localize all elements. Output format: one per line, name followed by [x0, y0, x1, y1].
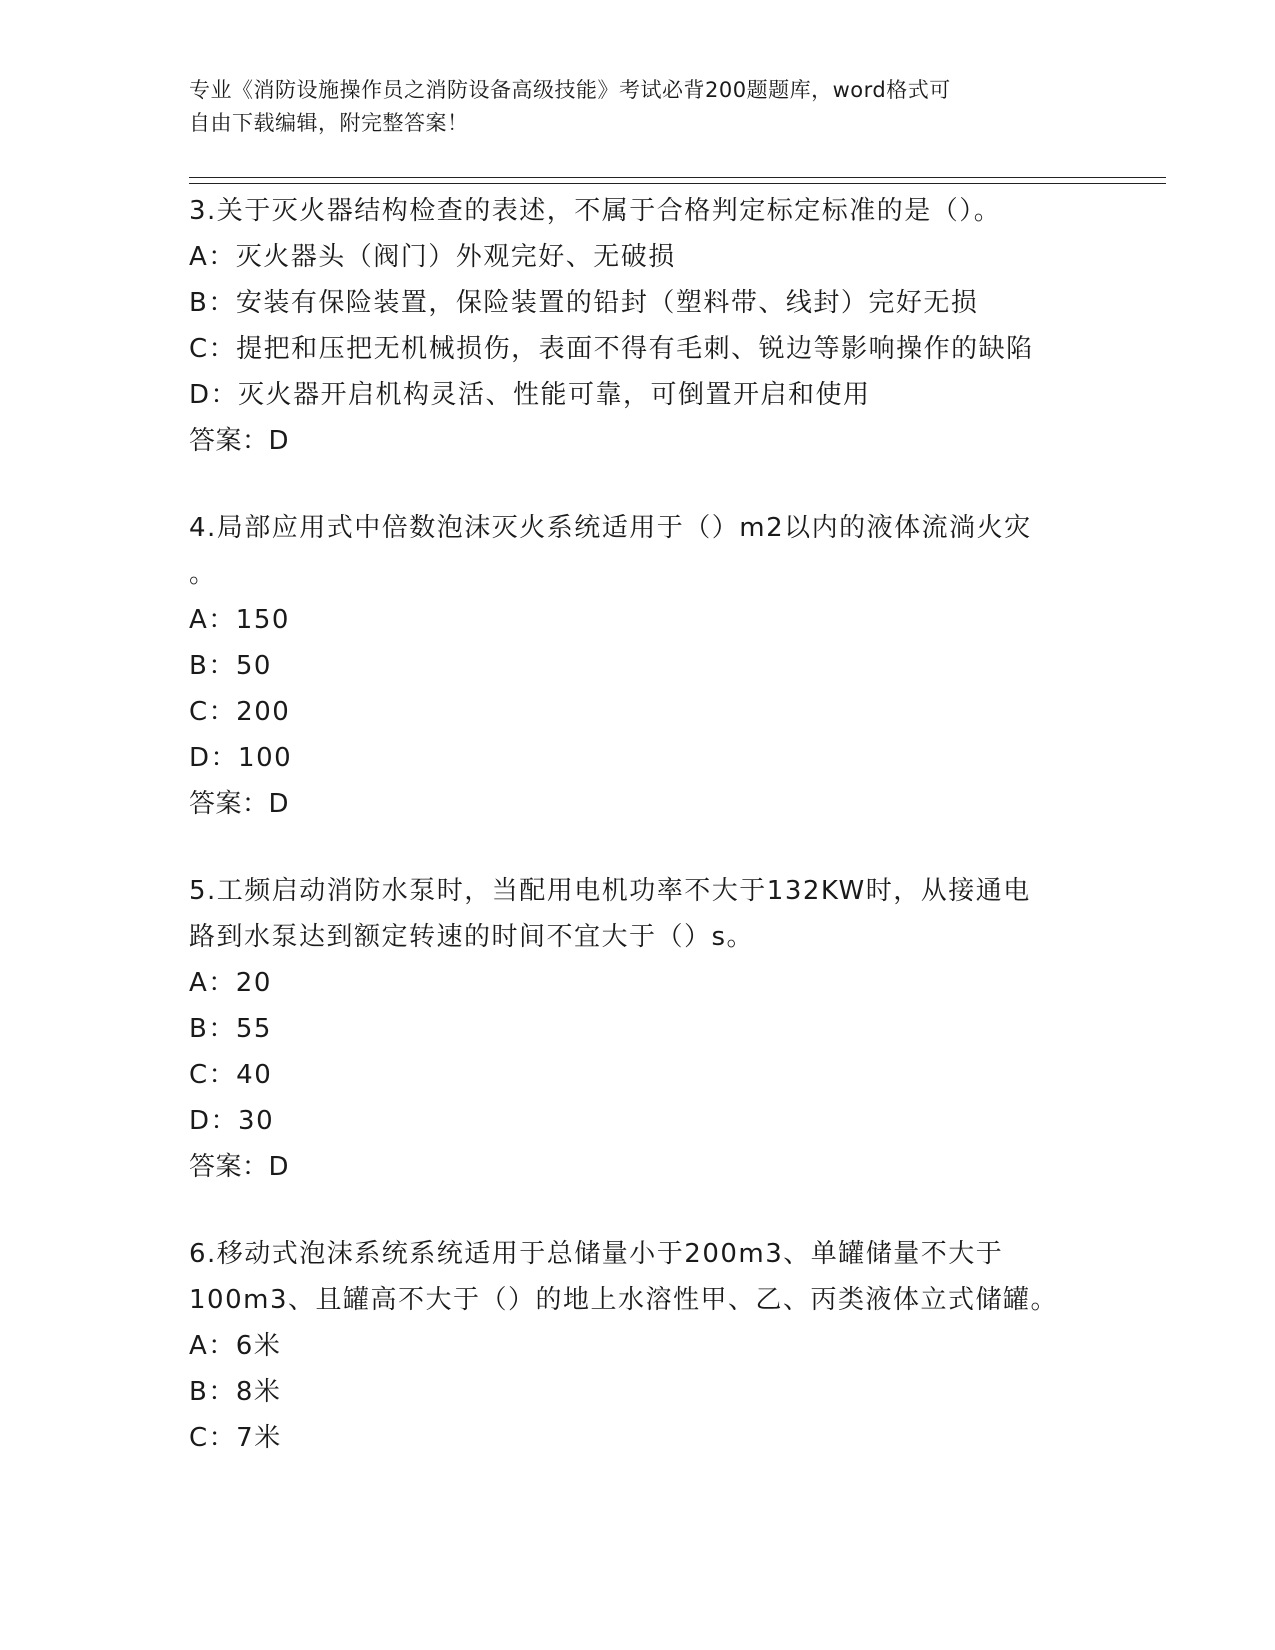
question-6-option-b: [189, 1369, 1089, 1415]
question-3: [189, 188, 1089, 464]
option-text: 20: [235, 968, 272, 998]
option-text: 30: [238, 1106, 275, 1136]
option-label: B：: [189, 288, 236, 318]
option-text: 7米: [236, 1423, 282, 1453]
option-text: 8米: [235, 1377, 282, 1407]
option-label: C：: [189, 1423, 237, 1453]
option-label: D：: [189, 743, 239, 773]
question-4-text-line-2: 。: [189, 559, 217, 589]
question-3-answer: 答案：D: [189, 426, 290, 456]
question-4-option-d: [189, 735, 1089, 781]
option-text: 灭火器开启机构灵活、性能可靠，可倒置开启和使用: [238, 380, 871, 410]
option-text: 安装有保险装置，保险装置的铅封（塑料带、线封）完好无损: [235, 288, 979, 318]
option-text: 6米: [235, 1331, 282, 1361]
question-4-option-a: [189, 597, 1089, 643]
option-label: A：: [189, 242, 236, 272]
header-line-2: 自由下载编辑，附完整答案！: [189, 111, 469, 135]
question-4-option-c: [189, 689, 1089, 735]
option-label: C：: [189, 334, 237, 364]
option-label: D：: [189, 380, 239, 410]
question-5: [189, 868, 1089, 1190]
document-header: [189, 74, 1089, 140]
question-3-text: 3.关于灭火器结构检查的表述，不属于合格判定标定标准的是（）。: [189, 196, 1002, 226]
header-divider-bottom: [189, 183, 1166, 184]
question-4-text-line-1: 4.局部应用式中倍数泡沫灭火系统适用于（）m2以内的液体流淌火灾: [189, 513, 1032, 543]
question-6-option-c: [189, 1415, 1089, 1461]
option-text: 100: [238, 743, 293, 773]
option-label: A：: [189, 605, 236, 635]
header-divider-top: [189, 177, 1166, 178]
question-4: [189, 505, 1089, 827]
question-5-option-b: [189, 1006, 1089, 1052]
question-5-text-line-1: 5.工频启动消防水泵时，当配用电机功率不大于132KW时，从接通电: [189, 876, 1031, 906]
option-label: A：: [189, 968, 236, 998]
option-text: 40: [236, 1060, 273, 1090]
option-text: 灭火器头（阀门）外观完好、无破损: [235, 242, 676, 272]
question-6-option-a: [189, 1323, 1089, 1369]
option-text: 150: [235, 605, 290, 635]
question-5-option-d: [189, 1098, 1089, 1144]
option-label: C：: [189, 1060, 237, 1090]
option-label: B：: [189, 1014, 236, 1044]
option-text: 提把和压把无机械损伤，表面不得有毛刺、锐边等影响操作的缺陷: [236, 334, 1034, 364]
question-5-answer: 答案：D: [189, 1152, 290, 1182]
question-4-option-b: [189, 643, 1089, 689]
option-label: B：: [189, 1377, 236, 1407]
option-label: A：: [189, 1331, 236, 1361]
question-3-option-c: [189, 326, 1089, 372]
question-3-option-a: [189, 234, 1089, 280]
question-5-text-line-2: 路到水泵达到额定转速的时间不宜大于（）s。: [189, 922, 755, 952]
header-line-1: 专业《消防设施操作员之消防设备高级技能》考试必背200题题库，word格式可: [189, 78, 951, 102]
option-label: C：: [189, 697, 237, 727]
option-text: 200: [236, 697, 291, 727]
option-label: B：: [189, 651, 236, 681]
question-6-text-line-1: 6.移动式泡沫系统系统适用于总储量小于200m3、单罐储量不大于: [189, 1239, 1004, 1269]
option-label: D：: [189, 1106, 239, 1136]
question-3-option-b: [189, 280, 1089, 326]
question-3-option-d: [189, 372, 1089, 418]
question-6-text-line-2: 100m3、且罐高不大于（）的地上水溶性甲、乙、丙类液体立式储罐。: [189, 1285, 1058, 1315]
question-5-option-c: [189, 1052, 1089, 1098]
option-text: 50: [235, 651, 272, 681]
question-5-option-a: [189, 960, 1089, 1006]
question-6: [189, 1231, 1089, 1461]
question-4-answer: 答案：D: [189, 789, 290, 819]
option-text: 55: [235, 1014, 272, 1044]
